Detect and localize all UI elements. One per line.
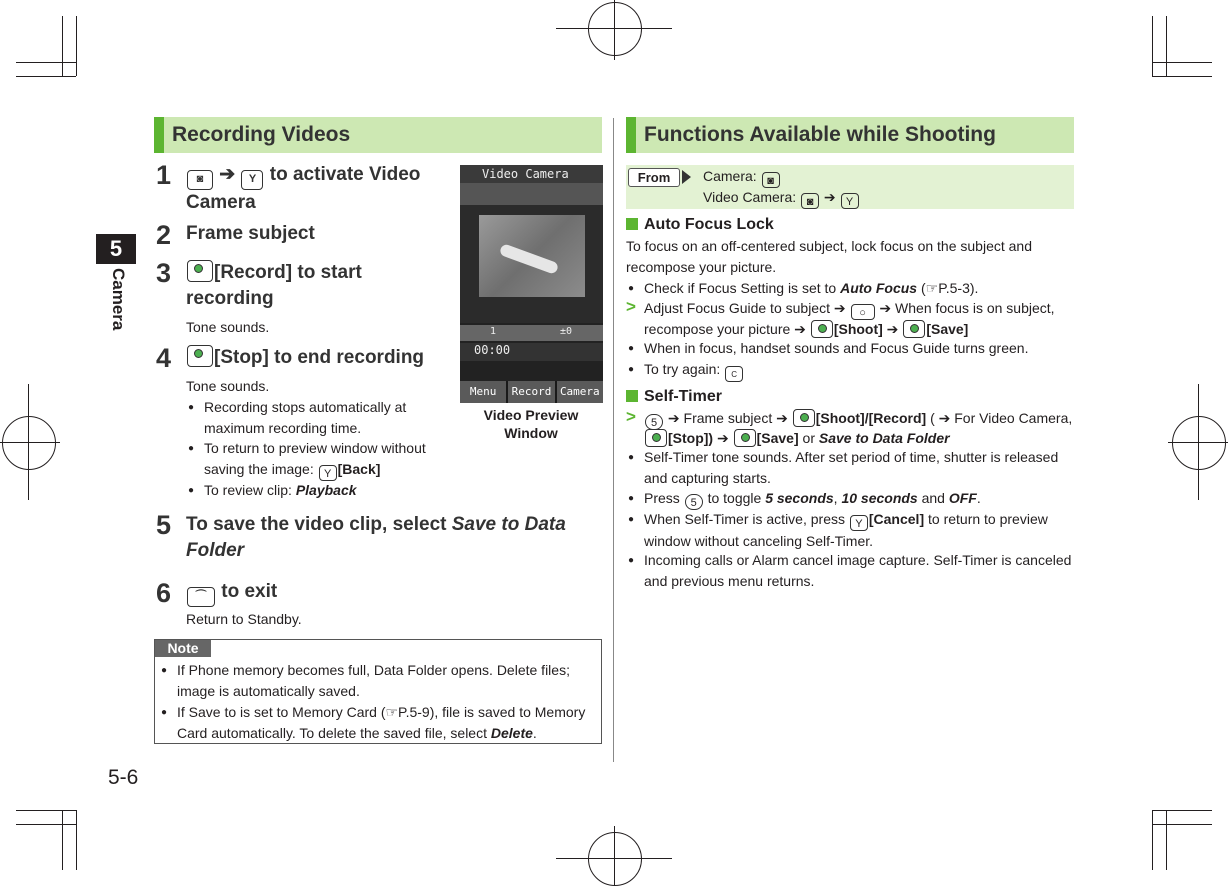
af-ref: (☞P.5-3).: [920, 280, 979, 296]
softkey-bar: [460, 381, 603, 403]
square-icon: [626, 390, 638, 402]
from-label: From: [628, 168, 680, 187]
step-text: [186, 162, 446, 216]
bullet-text: To review clip:: [204, 482, 296, 498]
list-item: [644, 359, 744, 382]
af-s1c: recompose your picture: [644, 321, 791, 337]
crop-mark: [614, 826, 615, 886]
crop-mark: [1152, 810, 1153, 870]
chapter-title-wrap: [100, 268, 134, 338]
list-item: [204, 438, 434, 481]
screen-title: Video Camera: [460, 165, 603, 183]
yahoo-key-icon: Y: [241, 170, 263, 190]
crop-mark: [1152, 810, 1212, 811]
back-label: [Back]: [337, 461, 381, 477]
option-off: OFF: [948, 490, 977, 506]
center-key-icon: [187, 260, 213, 282]
step-text: [186, 345, 424, 371]
registration-mark: [588, 2, 642, 56]
softkey-camera[interactable]: Camera: [557, 381, 603, 403]
step-marker-icon: >: [626, 407, 636, 426]
note-item: ● If Phone memory becomes full, Data Folder opens. Delete files; image is automatically saved.: [177, 660, 597, 702]
list-item: ● Incoming calls or Alarm cancel image capture. Self-Timer is canceled and previous menu returns.: [644, 550, 1072, 592]
af-s1a: Adjust Focus Guide to subject: [644, 300, 830, 316]
section-heading: Functions Available while Shooting: [626, 117, 1074, 153]
from-camera: Camera:: [703, 168, 757, 184]
st-s1b: ( ➔ For Video Camera,: [930, 410, 1073, 426]
af-b1: Check if Focus Setting is set to: [644, 280, 841, 296]
camera-key-icon: ◙: [801, 193, 819, 209]
list-item: [204, 480, 357, 501]
crop-mark: [614, 0, 615, 60]
center-key-icon: [645, 429, 667, 447]
phone-screen: [460, 165, 603, 403]
list-item: 5 ➔ Frame subject ➔ [Shoot]/[Record] ( ➔ For Video Camera,: [644, 408, 1072, 430]
note-text: If Save to is set to Memory Card (☞P.5-9), file is saved to Memory Card automatically. To delete the saved file, select: [177, 704, 586, 741]
crop-mark: [1152, 824, 1212, 825]
step1-label: to activate Video Camera: [186, 164, 421, 213]
zoom-bar: [460, 325, 603, 341]
yahoo-key-icon: Y: [319, 465, 337, 481]
step-sub: Return to Standby.: [186, 611, 302, 627]
step-number: 1: [156, 160, 172, 190]
preview-image: [479, 215, 585, 297]
center-key-icon: [187, 345, 213, 367]
option-10-seconds: 10 seconds: [841, 490, 918, 506]
registration-mark: [1172, 416, 1226, 470]
clear-key-icon: C: [725, 366, 743, 382]
cancel-label: [Cancel]: [868, 511, 925, 527]
note-label: Note: [155, 640, 211, 657]
note-item: ● If Save to is set to Memory Card (☞P.5-9), file is saved to Memory Card automatically. To delete the saved file, select Delete.: [177, 702, 597, 744]
list-item: ● Recording stops automatically at maximum recording time.: [204, 397, 414, 439]
crop-mark: [76, 16, 77, 76]
crop-mark: [556, 28, 672, 29]
list-item: ● Self-Timer tone sounds. After set period of time, shutter is released and capturing starts.: [644, 447, 1072, 489]
step-number: 5: [156, 510, 172, 540]
key-5-icon: 5: [685, 494, 703, 510]
step-number: 6: [156, 578, 172, 608]
from-line: [703, 166, 781, 188]
from-line: Video Camera: ◙ ➔ Y: [703, 187, 860, 209]
auto-focus-label: Auto Focus: [840, 280, 918, 296]
subject-figure: [499, 243, 559, 275]
section-heading: Recording Videos: [154, 117, 602, 153]
chapter-title: Camera: [109, 268, 128, 331]
crop-mark: [1198, 384, 1199, 500]
step-text: [186, 512, 586, 564]
crop-mark: [16, 76, 76, 77]
or-label: or: [802, 430, 815, 446]
exposure-value: ±0: [560, 326, 573, 337]
crop-mark: [16, 810, 76, 811]
crop-mark: [1166, 810, 1167, 870]
af-title: Auto Focus Lock: [644, 216, 774, 233]
step-marker-icon: >: [626, 297, 636, 316]
subheading: [626, 388, 722, 406]
step6-label: to exit: [221, 581, 278, 602]
st-s1a: Frame subject: [683, 410, 773, 426]
step-sub: Tone sounds.: [186, 319, 270, 335]
crop-mark: [556, 858, 672, 859]
step-number: 3: [156, 258, 172, 288]
save-label: [Save]: [926, 321, 969, 337]
shoot-label: [Shoot]: [833, 321, 883, 337]
list-item: [644, 509, 1064, 552]
save-label: [Save]: [756, 430, 799, 446]
crop-mark: [76, 810, 77, 870]
list-item: ● When in focus, handset sounds and Focus Guide turns green.: [644, 338, 1028, 359]
crop-mark: [16, 62, 76, 63]
list-item: ● Press 5 to toggle 5 seconds, 10 seconds and OFF.: [644, 488, 981, 510]
save-to-data-folder: Save to Data Folder: [818, 430, 950, 446]
from-video: Video Camera:: [703, 189, 797, 205]
screen-caption: Video Preview Window: [483, 407, 579, 441]
step-text: Frame subject: [186, 223, 315, 244]
step-sub: Tone sounds.: [186, 378, 270, 394]
softkey-record[interactable]: Record: [508, 381, 554, 403]
key-5-icon: 5: [645, 414, 663, 430]
page-number: 5-6: [108, 766, 139, 789]
step-text: [186, 579, 277, 607]
playback-label: Playback: [295, 482, 357, 498]
crop-mark: [1152, 62, 1212, 63]
camera-key-icon: ◙: [187, 170, 213, 190]
option-5-seconds: 5 seconds: [765, 490, 834, 506]
from-box: [626, 165, 1074, 209]
camera-key-icon: ◙: [762, 172, 780, 188]
and-label: and: [921, 490, 945, 506]
square-icon: [626, 218, 638, 230]
st-b2b: to toggle: [707, 490, 762, 506]
chapter-number: 5: [96, 234, 136, 264]
timer: 00:00: [460, 343, 603, 361]
yahoo-key-icon: Y: [850, 515, 868, 531]
save-to-data-folder: Save to Data Folder: [186, 514, 566, 561]
arrow-icon: ➔: [219, 164, 236, 185]
bullet-text: To return to preview window without saving the image:: [204, 440, 426, 477]
step-number: 2: [156, 220, 172, 250]
viewfinder: [460, 205, 603, 323]
st-b2a: Press: [644, 490, 680, 506]
crop-mark: [0, 442, 60, 443]
center-key-icon: [793, 409, 815, 427]
status-icons-bar: [460, 183, 603, 205]
center-key-icon: [734, 429, 756, 447]
step4-label: [Stop] to end recording: [214, 347, 425, 368]
zoom-value: 1: [490, 326, 497, 337]
st-b3b: to return to preview window without canceling Self-Timer.: [644, 511, 1048, 549]
registration-mark: [588, 832, 642, 886]
crop-mark: [28, 384, 29, 500]
note-box: [154, 639, 602, 744]
triangle-icon: [682, 170, 691, 184]
delete-label: Delete: [490, 725, 533, 741]
softkey-menu[interactable]: Menu: [460, 381, 506, 403]
af-s1b: When focus is on subject,: [895, 300, 1055, 316]
column-divider: [613, 118, 614, 762]
crop-mark: [1152, 16, 1153, 76]
registration-mark: [2, 416, 56, 470]
crop-mark: [16, 824, 76, 825]
paragraph: To focus on an off-centered subject, lock focus on the subject and recompose your picture.: [626, 238, 1032, 275]
step-number: 4: [156, 343, 172, 373]
list-item: recompose your picture ➔ [Shoot] ➔ [Save]: [644, 321, 969, 337]
st-title: Self-Timer: [644, 388, 722, 405]
step3-label: [Record] to start recording: [186, 262, 362, 309]
stop-label: [Stop]): [668, 430, 714, 446]
crop-mark: [1166, 16, 1167, 76]
shoot-record-label: [Shoot]/[Record]: [815, 410, 927, 426]
step5-label: To save the video clip, select: [186, 514, 452, 535]
crop-mark: [62, 810, 63, 870]
crop-mark: [62, 16, 63, 76]
list-item: [644, 278, 978, 299]
center-key-icon: [811, 320, 833, 338]
list-item: Adjust Focus Guide to subject ➔ ○ ➔ When focus is on subject,: [644, 300, 1055, 319]
af-b3: To try again:: [644, 361, 721, 377]
step-text: [186, 260, 406, 312]
center-key-icon: ○: [851, 304, 875, 320]
center-key-icon: [903, 320, 925, 338]
crop-mark: [1152, 76, 1212, 77]
list-item: [Stop]) ➔ [Save] or Save to Data Folder: [644, 428, 950, 449]
end-key-icon: ⌒: [187, 587, 215, 607]
st-b3a: When Self-Timer is active, press: [644, 511, 845, 527]
yahoo-key-icon: Y: [841, 193, 859, 209]
subheading: [626, 216, 774, 234]
